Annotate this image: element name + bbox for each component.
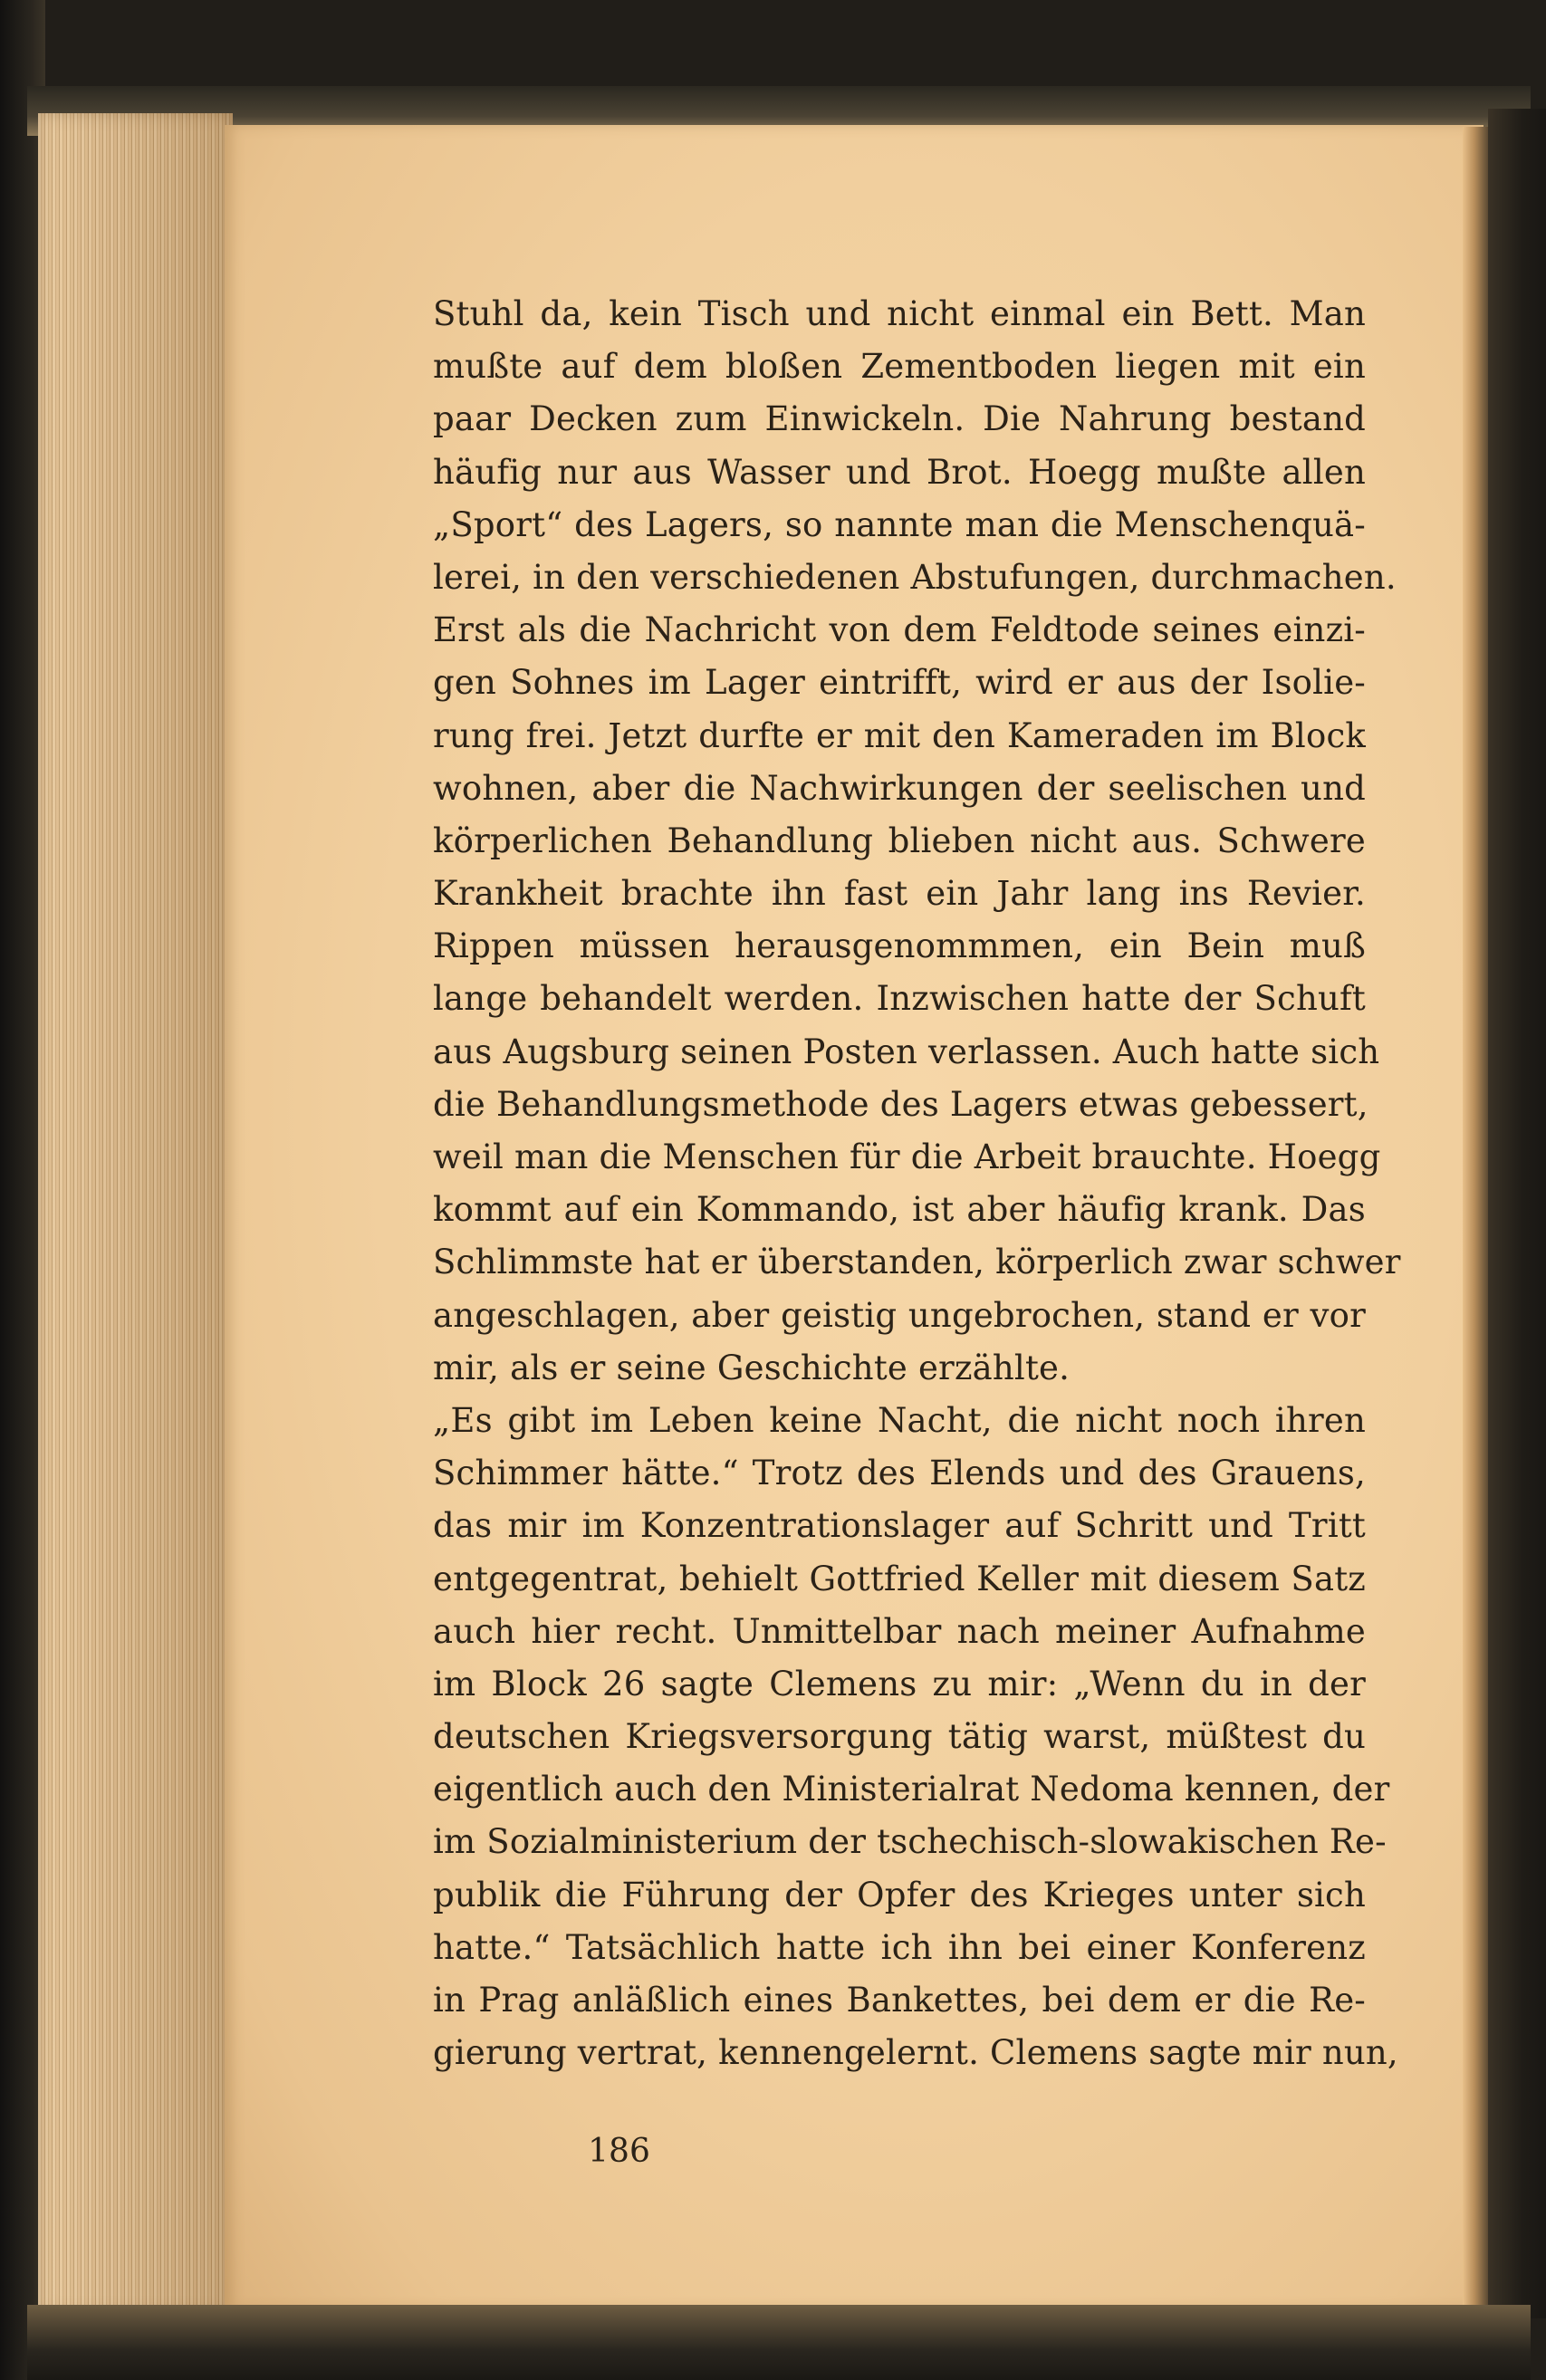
text-line: Stuhl da, kein Tisch und nicht einmal ein Bett. Man [433,294,1366,333]
text-line: mir, als er seine Geschichte erzählte. [433,1348,1071,1387]
text-line: im Block 26 sagte Clemens zu mir: „Wenn du in der [433,1664,1366,1703]
text-line: Schimmer hätte.“ Trotz des Elends und des Grauens, [433,1454,1366,1493]
text-line: rung frei. Jetzt durfte er mit den Kameraden im Block [433,715,1366,755]
text-line: mußte auf dem bloßen Zementboden liegen mit ein [433,347,1366,387]
text-line: auch hier recht. Unmittelbar nach meiner Aufnahme [433,1611,1366,1651]
text-line: häufig nur aus Wasser und Brot. Hoegg mußte allen [433,452,1366,492]
text-line: Schlimmste hat er überstanden, körperlich zwar schwer [433,1243,1401,1282]
text-line: eigentlich auch den Ministerialrat Nedoma kennen, der [433,1770,1390,1809]
text-line: Rippen müssen herausgenommmen, ein Bein muß [433,926,1366,966]
text-line: „Sport“ des Lagers, so nannte man die Menschenquä- [433,504,1366,544]
text-line: im Sozialministerium der tschechisch-slowakischen Re- [433,1822,1387,1862]
text-line: die Behandlungsmethode des Lagers etwas gebessert, [433,1084,1368,1124]
text-line: paar Decken zum Einwickeln. Die Nahrung bestand [433,399,1366,439]
text-line: weil man die Menschen für die Arbeit brauchte. Hoegg [433,1137,1381,1176]
body-text [433,288,1401,2079]
text-line: aus Augsburg seinen Posten verlassen. Auch hatte sich [433,1032,1380,1071]
text-line: wohnen, aber die Nachwirkungen der seelischen und [433,768,1366,808]
text-line: in Prag anläßlich eines Bankettes, bei dem er die Re- [433,1981,1366,2020]
text-line: deutschen Kriegsversorgung tätig warst, müßtest du [433,1717,1366,1757]
text-line: kommt auf ein Kommando, ist aber häufig krank. Das [433,1190,1366,1230]
text-line: gierung vertrat, kennengelernt. Clemens sagte mir nun, [433,2033,1398,2073]
text-line: gen Sohnes im Lager eintrifft, wird er aus der Isolie- [433,663,1366,703]
text-line: Erst als die Nachricht von dem Feldtode seines einzi- [433,610,1366,650]
text-line: entgegentrat, behielt Gottfried Keller mit diesem Satz [433,1559,1366,1598]
text-line: publik die Führung der Opfer des Krieges unter sich [433,1875,1366,1915]
text-line: hatte.“ Tatsächlich hatte ich ihn bei einer Konferenz [433,1927,1366,1967]
page-number-text: 186 [588,2133,650,2170]
page-stack-shade [38,113,233,2314]
text-line: lerei, in den verschiedenen Abstufungen, durchmachen. [433,557,1397,597]
book-cover-bottom [27,2305,1531,2380]
text-line: das mir im Konzentrationslager auf Schritt und Tritt [433,1506,1366,1546]
text-line: körperlichen Behandlung blieben nicht aus. Schwere [433,821,1366,860]
text-line: Krankheit brachte ihn fast ein Jahr lang ins Revier. [433,874,1366,914]
facing-page-edge [1488,109,1546,2318]
book-gutter [1463,127,1488,2305]
text-line: angeschlagen, aber geistig ungebrochen, stand er vor [433,1295,1366,1335]
text-line: lange behandelt werden. Inzwischen hatte der Schuft [433,979,1366,1019]
page-number [245,2133,1519,2170]
text-line: „Es gibt im Leben keine Nacht, die nicht noch ihren [433,1400,1366,1440]
